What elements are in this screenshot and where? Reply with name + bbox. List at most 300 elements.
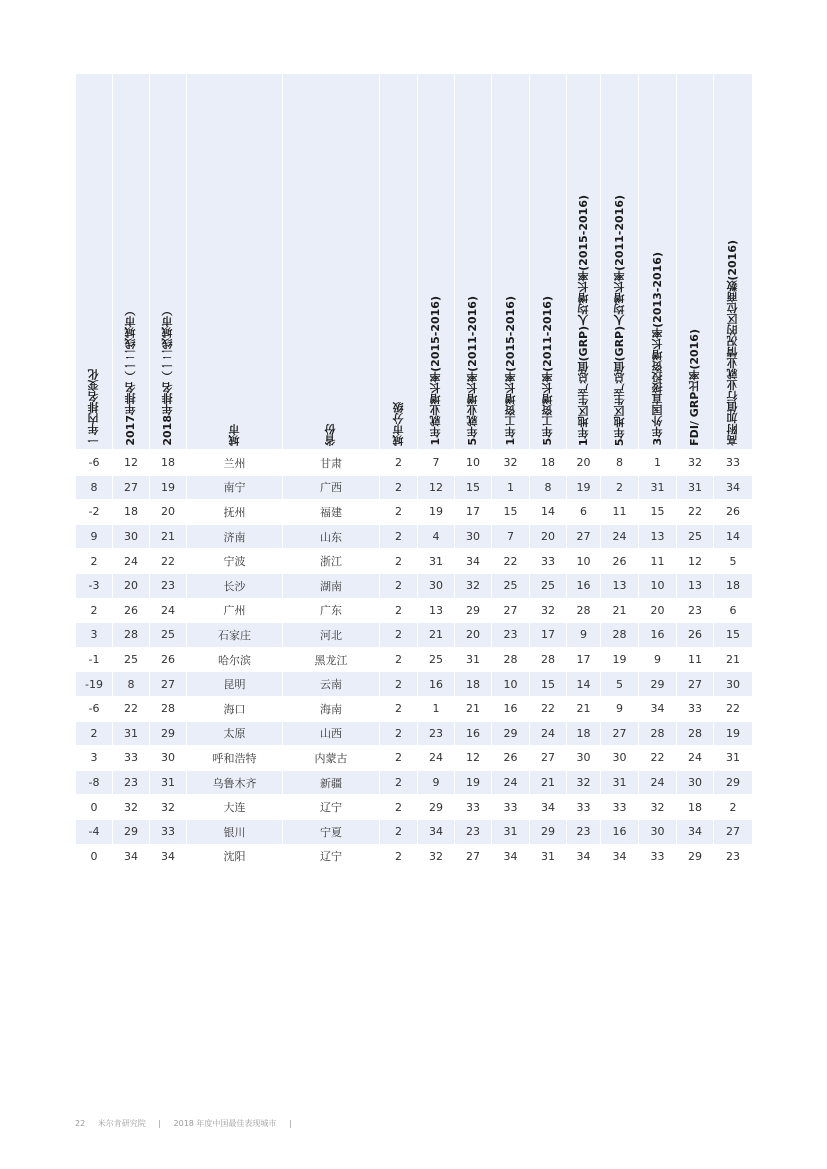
column-header [149, 74, 186, 449]
table-cell: 17 [566, 647, 600, 672]
table-cell: 2 [75, 548, 112, 573]
table-cell: 28 [676, 721, 713, 746]
table-cell: 8 [529, 475, 566, 500]
table-row [75, 745, 752, 770]
table-row [75, 671, 752, 696]
table-cell: 13 [676, 573, 713, 598]
table-cell: 2 [379, 499, 417, 524]
table-cell: 2 [379, 449, 417, 475]
table-cell: 13 [600, 573, 638, 598]
column-header-label: 5年地区生产总值(GRP)人均增长率(2011-2016) [612, 194, 626, 446]
table-cell: 11 [638, 548, 676, 573]
column-header-label: FDI/ GRP比率(2016) [688, 329, 701, 446]
table-cell: 17 [529, 622, 566, 647]
table-cell: 12 [112, 449, 149, 475]
table-cell: 30 [638, 819, 676, 844]
table-cell: 2 [379, 671, 417, 696]
table-cell: 3 [75, 745, 112, 770]
table-cell: 8 [112, 671, 149, 696]
table-cell: 甘肃 [282, 449, 379, 475]
table-cell: 内蒙古 [282, 745, 379, 770]
table-cell: 29 [713, 770, 752, 795]
table-cell: 30 [454, 524, 491, 549]
table-cell: 34 [529, 794, 566, 819]
table-cell: 30 [417, 573, 454, 598]
column-header-label: 1年就业增长率(2015-2016) [429, 296, 442, 446]
table-cell: 15 [454, 475, 491, 500]
table-cell: 22 [149, 548, 186, 573]
table-cell: 2 [379, 598, 417, 623]
publisher-name: 米尔肯研究院 [97, 1119, 146, 1128]
table-row [75, 647, 752, 672]
column-header-label: 3年外国直接投资增长率(2013-2016) [650, 252, 664, 446]
table-cell: 4 [417, 524, 454, 549]
table-cell: 30 [676, 770, 713, 795]
table-cell: -4 [75, 819, 112, 844]
table-cell: 30 [112, 524, 149, 549]
table-cell: 2 [379, 475, 417, 500]
table-row [75, 548, 752, 573]
table-cell: 25 [112, 647, 149, 672]
table-cell: 2 [379, 696, 417, 721]
table-cell: 太原 [186, 721, 282, 746]
table-cell: 浙江 [282, 548, 379, 573]
table-cell: 2 [600, 475, 638, 500]
table-cell: 广东 [282, 598, 379, 623]
table-cell: 沈阳 [186, 844, 282, 869]
table-cell: 银川 [186, 819, 282, 844]
table-cell: 24 [491, 770, 529, 795]
table-cell: 32 [491, 449, 529, 475]
table-cell: -6 [75, 449, 112, 475]
table-cell: 34 [112, 844, 149, 869]
column-header [75, 74, 112, 449]
table-cell: 30 [600, 745, 638, 770]
table-cell: 河北 [282, 622, 379, 647]
table-cell: 28 [149, 696, 186, 721]
table-cell: 29 [529, 819, 566, 844]
table-cell: 24 [600, 524, 638, 549]
column-header-label: 省份 [324, 424, 337, 446]
table-cell: 27 [112, 475, 149, 500]
table-cell: 16 [566, 573, 600, 598]
table-cell: 0 [75, 794, 112, 819]
column-header [417, 74, 454, 449]
table-cell: 22 [638, 745, 676, 770]
table-cell: 昆明 [186, 671, 282, 696]
table-cell: 哈尔滨 [186, 647, 282, 672]
table-cell: 23 [454, 819, 491, 844]
table-cell: 22 [713, 696, 752, 721]
table-cell: 1 [638, 449, 676, 475]
table-cell: 33 [566, 794, 600, 819]
table-cell: 33 [713, 449, 752, 475]
table-cell: 宁夏 [282, 819, 379, 844]
table-cell: 29 [638, 671, 676, 696]
table-cell: 15 [529, 671, 566, 696]
column-header [566, 74, 600, 449]
table-cell: 21 [454, 696, 491, 721]
table-cell: 云南 [282, 671, 379, 696]
table-cell: 25 [676, 524, 713, 549]
table-cell: 呼和浩特 [186, 745, 282, 770]
table-cell: -1 [75, 647, 112, 672]
table-cell: 19 [566, 475, 600, 500]
table-cell: 9 [638, 647, 676, 672]
table-cell: 21 [566, 696, 600, 721]
table-cell: 27 [676, 671, 713, 696]
report-title: 2018 年度中国最佳表现城市 [173, 1119, 277, 1128]
table-cell: 34 [417, 819, 454, 844]
table-cell: 21 [600, 598, 638, 623]
table-cell: 8 [600, 449, 638, 475]
table-cell: 2 [379, 548, 417, 573]
table-cell: 21 [713, 647, 752, 672]
page-number: 22 [75, 1119, 86, 1128]
table-cell: 16 [600, 819, 638, 844]
table-cell: 2 [379, 721, 417, 746]
table-cell: 33 [149, 819, 186, 844]
table-cell: 24 [676, 745, 713, 770]
table-cell: 海南 [282, 696, 379, 721]
table-cell: 27 [566, 524, 600, 549]
table-cell: 34 [454, 548, 491, 573]
table-cell: 宁波 [186, 548, 282, 573]
table-cell: -6 [75, 696, 112, 721]
table-cell: 辽宁 [282, 794, 379, 819]
table-cell: 31 [713, 745, 752, 770]
table-cell: 19 [713, 721, 752, 746]
table-cell: 10 [454, 449, 491, 475]
table-cell: 34 [491, 844, 529, 869]
table-cell: 31 [600, 770, 638, 795]
table-cell: 31 [112, 721, 149, 746]
table-cell: 32 [566, 770, 600, 795]
table-cell: 3 [75, 622, 112, 647]
table-cell: 22 [491, 548, 529, 573]
table-cell: 2 [379, 770, 417, 795]
table-cell: 26 [600, 548, 638, 573]
table-cell: 28 [600, 622, 638, 647]
column-header [600, 74, 638, 449]
table-cell: -19 [75, 671, 112, 696]
table-cell: 30 [149, 745, 186, 770]
table-cell: 12 [676, 548, 713, 573]
table-cell: 24 [112, 548, 149, 573]
table-cell: 26 [491, 745, 529, 770]
table-cell: 27 [529, 745, 566, 770]
table-cell: 兰州 [186, 449, 282, 475]
table-cell: 28 [529, 647, 566, 672]
column-header [529, 74, 566, 449]
table-cell: 29 [491, 721, 529, 746]
table-cell: 14 [529, 499, 566, 524]
column-header [186, 74, 282, 449]
table-cell: 34 [600, 844, 638, 869]
table-cell: 新疆 [282, 770, 379, 795]
table-cell: 27 [454, 844, 491, 869]
table-cell: 32 [454, 573, 491, 598]
table-cell: 15 [638, 499, 676, 524]
table-cell: 9 [417, 770, 454, 795]
table-cell: 12 [417, 475, 454, 500]
column-header-label: 2018年排名（一二线城市） [161, 305, 174, 446]
table-cell: 25 [149, 622, 186, 647]
table-cell: 25 [491, 573, 529, 598]
table-cell: 6 [713, 598, 752, 623]
table-row [75, 696, 752, 721]
table-cell: 福建 [282, 499, 379, 524]
table-cell: 2 [75, 721, 112, 746]
table-cell: 28 [566, 598, 600, 623]
footer-separator: | [288, 1119, 292, 1128]
table-cell: 10 [491, 671, 529, 696]
table-cell: 14 [566, 671, 600, 696]
table-cell: 26 [149, 647, 186, 672]
table-cell: 大连 [186, 794, 282, 819]
table-cell: 34 [713, 475, 752, 500]
column-header [112, 74, 149, 449]
table-cell: 31 [676, 475, 713, 500]
table-cell: 30 [566, 745, 600, 770]
table-cell: 34 [566, 844, 600, 869]
table-cell: 0 [75, 844, 112, 869]
table-cell: 17 [454, 499, 491, 524]
table-cell: 19 [417, 499, 454, 524]
table-cell: 28 [491, 647, 529, 672]
table-cell: 2 [379, 647, 417, 672]
table-cell: 20 [149, 499, 186, 524]
table-cell: 海口 [186, 696, 282, 721]
column-header-label: 城市分级 [391, 402, 405, 446]
table-cell: 16 [417, 671, 454, 696]
table-cell: 抚州 [186, 499, 282, 524]
table-cell: 27 [713, 819, 752, 844]
table-cell: 1 [417, 696, 454, 721]
table-cell: 13 [638, 524, 676, 549]
table-cell: 33 [454, 794, 491, 819]
ranking-table [75, 74, 752, 868]
table-row [75, 499, 752, 524]
table-row [75, 721, 752, 746]
table-cell: 19 [600, 647, 638, 672]
table-cell: 2 [379, 844, 417, 869]
column-header-label: 城市 [227, 424, 241, 446]
table-cell: 9 [600, 696, 638, 721]
table-row [75, 475, 752, 500]
header-row [75, 74, 752, 449]
table-cell: 济南 [186, 524, 282, 549]
table-cell: 31 [491, 819, 529, 844]
table-cell: -2 [75, 499, 112, 524]
table-cell: -8 [75, 770, 112, 795]
table-cell: 32 [638, 794, 676, 819]
column-header-label: 1年工资增长率(2015-2016) [503, 296, 517, 446]
table-cell: 23 [566, 819, 600, 844]
table-cell: 16 [491, 696, 529, 721]
column-header-label: 1年地区生产总值(GRP)人均增长率(2015-2016) [576, 194, 590, 446]
table-cell: 10 [566, 548, 600, 573]
column-header-label: 高附加值行业就业情况的区位商数(2016) [726, 240, 739, 446]
table-cell: 21 [149, 524, 186, 549]
table-cell: 2 [379, 819, 417, 844]
table-cell: 5 [600, 671, 638, 696]
table-cell: 29 [676, 844, 713, 869]
table-cell: 16 [454, 721, 491, 746]
table-cell: 33 [600, 794, 638, 819]
column-header [713, 74, 752, 449]
table-cell: 34 [149, 844, 186, 869]
table-body [75, 449, 752, 868]
table-cell: 32 [149, 794, 186, 819]
table-cell: 26 [112, 598, 149, 623]
table-cell: 27 [491, 598, 529, 623]
table-cell: -3 [75, 573, 112, 598]
table-cell: 18 [566, 721, 600, 746]
table-cell: 29 [454, 598, 491, 623]
page-footer [75, 1118, 302, 1129]
table-cell: 2 [379, 794, 417, 819]
table-cell: 黑龙江 [282, 647, 379, 672]
table-cell: 9 [566, 622, 600, 647]
table-cell: 32 [529, 598, 566, 623]
table-cell: 15 [491, 499, 529, 524]
table-cell: 20 [112, 573, 149, 598]
table-cell: 31 [417, 548, 454, 573]
table-cell: 8 [75, 475, 112, 500]
table-cell: 24 [149, 598, 186, 623]
table-cell: 20 [454, 622, 491, 647]
table-cell: 34 [676, 819, 713, 844]
table-cell: 18 [454, 671, 491, 696]
table-row [75, 573, 752, 598]
table-cell: 湖南 [282, 573, 379, 598]
table-cell: 乌鲁木齐 [186, 770, 282, 795]
table-cell: 30 [713, 671, 752, 696]
table-cell: 26 [713, 499, 752, 524]
table-cell: 32 [112, 794, 149, 819]
column-header [454, 74, 491, 449]
table-cell: 9 [75, 524, 112, 549]
table-row [75, 622, 752, 647]
table-cell: 31 [529, 844, 566, 869]
column-header-label: 5年工资增长率(2011-2016) [541, 296, 554, 446]
table-cell: 24 [417, 745, 454, 770]
table-cell: 32 [676, 449, 713, 475]
table-row [75, 449, 752, 475]
table-cell: 18 [112, 499, 149, 524]
table-cell: 31 [149, 770, 186, 795]
table-cell: 20 [529, 524, 566, 549]
table-cell: 34 [638, 696, 676, 721]
footer-separator: | [158, 1119, 161, 1128]
table-cell: 25 [529, 573, 566, 598]
table-cell: 21 [417, 622, 454, 647]
table-cell: 广西 [282, 475, 379, 500]
table-cell: 19 [454, 770, 491, 795]
table-cell: 28 [112, 622, 149, 647]
table-cell: 31 [454, 647, 491, 672]
table-cell: 18 [149, 449, 186, 475]
table-cell: 11 [600, 499, 638, 524]
column-header [638, 74, 676, 449]
table-cell: 33 [491, 794, 529, 819]
table-row [75, 819, 752, 844]
table-cell: 22 [112, 696, 149, 721]
table-row [75, 844, 752, 869]
table-cell: 15 [713, 622, 752, 647]
table-cell: 20 [638, 598, 676, 623]
table-cell: 23 [417, 721, 454, 746]
table-cell: 11 [676, 647, 713, 672]
column-header-label: 5年就业增长率(2011-2016) [466, 296, 479, 446]
table-cell: 24 [638, 770, 676, 795]
table-cell: 23 [713, 844, 752, 869]
table-header [75, 74, 752, 449]
table-cell: 18 [713, 573, 752, 598]
table-cell: 2 [379, 524, 417, 549]
table-row [75, 770, 752, 795]
table-cell: 27 [149, 671, 186, 696]
table-cell: 23 [676, 598, 713, 623]
table-cell: 29 [417, 794, 454, 819]
table-cell: 2 [713, 794, 752, 819]
table-cell: 31 [638, 475, 676, 500]
table-cell: 12 [454, 745, 491, 770]
table-cell: 28 [638, 721, 676, 746]
table-row [75, 524, 752, 549]
table-cell: 14 [713, 524, 752, 549]
table-cell: 16 [638, 622, 676, 647]
table-cell: 2 [75, 598, 112, 623]
table-row [75, 794, 752, 819]
table-cell: 7 [417, 449, 454, 475]
column-header-label: 2017年排名（一二线城市） [124, 305, 137, 446]
table-cell: 21 [529, 770, 566, 795]
table-cell: 33 [638, 844, 676, 869]
table-cell: 24 [529, 721, 566, 746]
table-cell: 10 [638, 573, 676, 598]
table-cell: 29 [112, 819, 149, 844]
column-header [379, 74, 417, 449]
table-cell: 广州 [186, 598, 282, 623]
table-cell: 13 [417, 598, 454, 623]
table-cell: 18 [529, 449, 566, 475]
table-cell: 山西 [282, 721, 379, 746]
table-cell: 7 [491, 524, 529, 549]
table-cell: 辽宁 [282, 844, 379, 869]
table-cell: 5 [713, 548, 752, 573]
table-row [75, 598, 752, 623]
table-cell: 33 [676, 696, 713, 721]
table-cell: 长沙 [186, 573, 282, 598]
table-cell: 22 [676, 499, 713, 524]
table-cell: 19 [149, 475, 186, 500]
table-cell: 6 [566, 499, 600, 524]
table-cell: 23 [491, 622, 529, 647]
table-cell: 25 [417, 647, 454, 672]
table-cell: 2 [379, 573, 417, 598]
table-cell: 18 [676, 794, 713, 819]
table-cell: 33 [529, 548, 566, 573]
table-cell: 山东 [282, 524, 379, 549]
column-header [282, 74, 379, 449]
table-cell: 2 [379, 745, 417, 770]
column-header [491, 74, 529, 449]
table-cell: 石家庄 [186, 622, 282, 647]
table-cell: 32 [417, 844, 454, 869]
table-cell: 1 [491, 475, 529, 500]
